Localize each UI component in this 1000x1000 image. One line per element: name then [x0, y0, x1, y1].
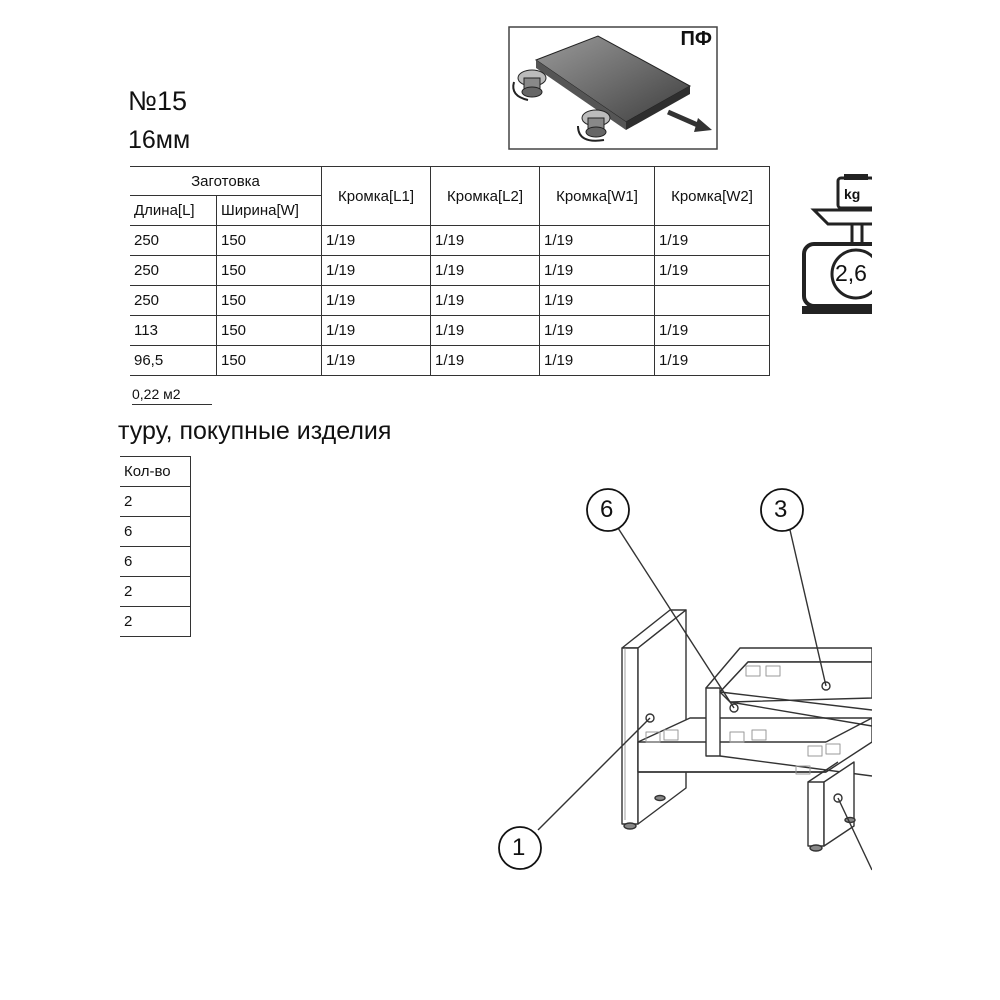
table-row [130, 226, 770, 256]
cell-edge-l2: 1/19 [431, 346, 540, 376]
table-row [120, 607, 191, 637]
table-row [130, 316, 770, 346]
col-header-l1: Кромка[L1] [322, 167, 431, 226]
table-row [130, 286, 770, 316]
hw-qty-cell: 6 [120, 517, 191, 547]
cell-edge-w2: 1/19 [655, 256, 770, 286]
cell-edge-l1: 1/19 [322, 256, 431, 286]
cell-edge-l2: 1/19 [431, 316, 540, 346]
cell-edge-w1: 1/19 [540, 226, 655, 256]
weight-scale-icon [800, 170, 872, 320]
cell-length: 250 [130, 226, 217, 256]
cell-length: 250 [130, 256, 217, 286]
cell-width: 150 [217, 316, 322, 346]
col-header-w1: Кромка[W1] [540, 167, 655, 226]
hw-qty-cell: 2 [120, 577, 191, 607]
cell-width: 150 [217, 286, 322, 316]
table-row [130, 346, 770, 376]
cell-edge-l2: 1/19 [431, 286, 540, 316]
cell-edge-l2: 1/19 [431, 256, 540, 286]
cell-edge-l1: 1/19 [322, 226, 431, 256]
hw-qty-cell: 6 [120, 547, 191, 577]
cell-width: 150 [217, 346, 322, 376]
group-header-blank: Заготовка [130, 167, 322, 196]
area-total: 0,22 м2 [132, 386, 212, 405]
cell-edge-w2 [655, 286, 770, 316]
col-header-l2: Кромка[L2] [431, 167, 540, 226]
cell-edge-w2: 1/19 [655, 346, 770, 376]
cell-edge-w1: 1/19 [540, 346, 655, 376]
cell-edge-w1: 1/19 [540, 286, 655, 316]
parts-table [130, 166, 770, 376]
callout-label: 1 [512, 834, 526, 861]
weight-value: 2,6 [835, 260, 867, 286]
col-header-width: Ширина[W] [217, 196, 322, 226]
cell-edge-w2: 1/19 [655, 226, 770, 256]
cell-width: 150 [217, 256, 322, 286]
cell-edge-w1: 1/19 [540, 316, 655, 346]
col-header-w2: Кромка[W2] [655, 167, 770, 226]
table-row [120, 547, 191, 577]
table-row [120, 577, 191, 607]
callout-label: 6 [600, 496, 614, 523]
cell-edge-l1: 1/19 [322, 346, 431, 376]
hardware-section-title: туру, покупные изделия [118, 417, 392, 445]
col-header-length: Длина[L] [130, 196, 217, 226]
table-row [120, 487, 191, 517]
cell-length: 250 [130, 286, 217, 316]
hardware-table [120, 456, 191, 637]
cell-width: 150 [217, 226, 322, 256]
pf-label: ПФ [680, 28, 712, 50]
assembly-drawing [490, 480, 872, 900]
cell-edge-l2: 1/19 [431, 226, 540, 256]
edge-banding-machine-icon [508, 26, 718, 150]
callout-label: 3 [774, 496, 788, 523]
weight-unit-label: kg [844, 186, 861, 202]
page-subtitle: 16мм [128, 126, 191, 154]
cell-edge-w2: 1/19 [655, 316, 770, 346]
hw-qty-cell: 2 [120, 487, 191, 517]
hw-qty-cell: 2 [120, 607, 191, 637]
table-row [130, 256, 770, 286]
cell-edge-w1: 1/19 [540, 256, 655, 286]
table-row [120, 517, 191, 547]
hw-col-header-qty: Кол-во [120, 457, 191, 487]
cell-edge-l1: 1/19 [322, 286, 431, 316]
cell-edge-l1: 1/19 [322, 316, 431, 346]
page-title: №15 [128, 86, 187, 116]
cell-length: 96,5 [130, 346, 217, 376]
cell-length: 113 [130, 316, 217, 346]
